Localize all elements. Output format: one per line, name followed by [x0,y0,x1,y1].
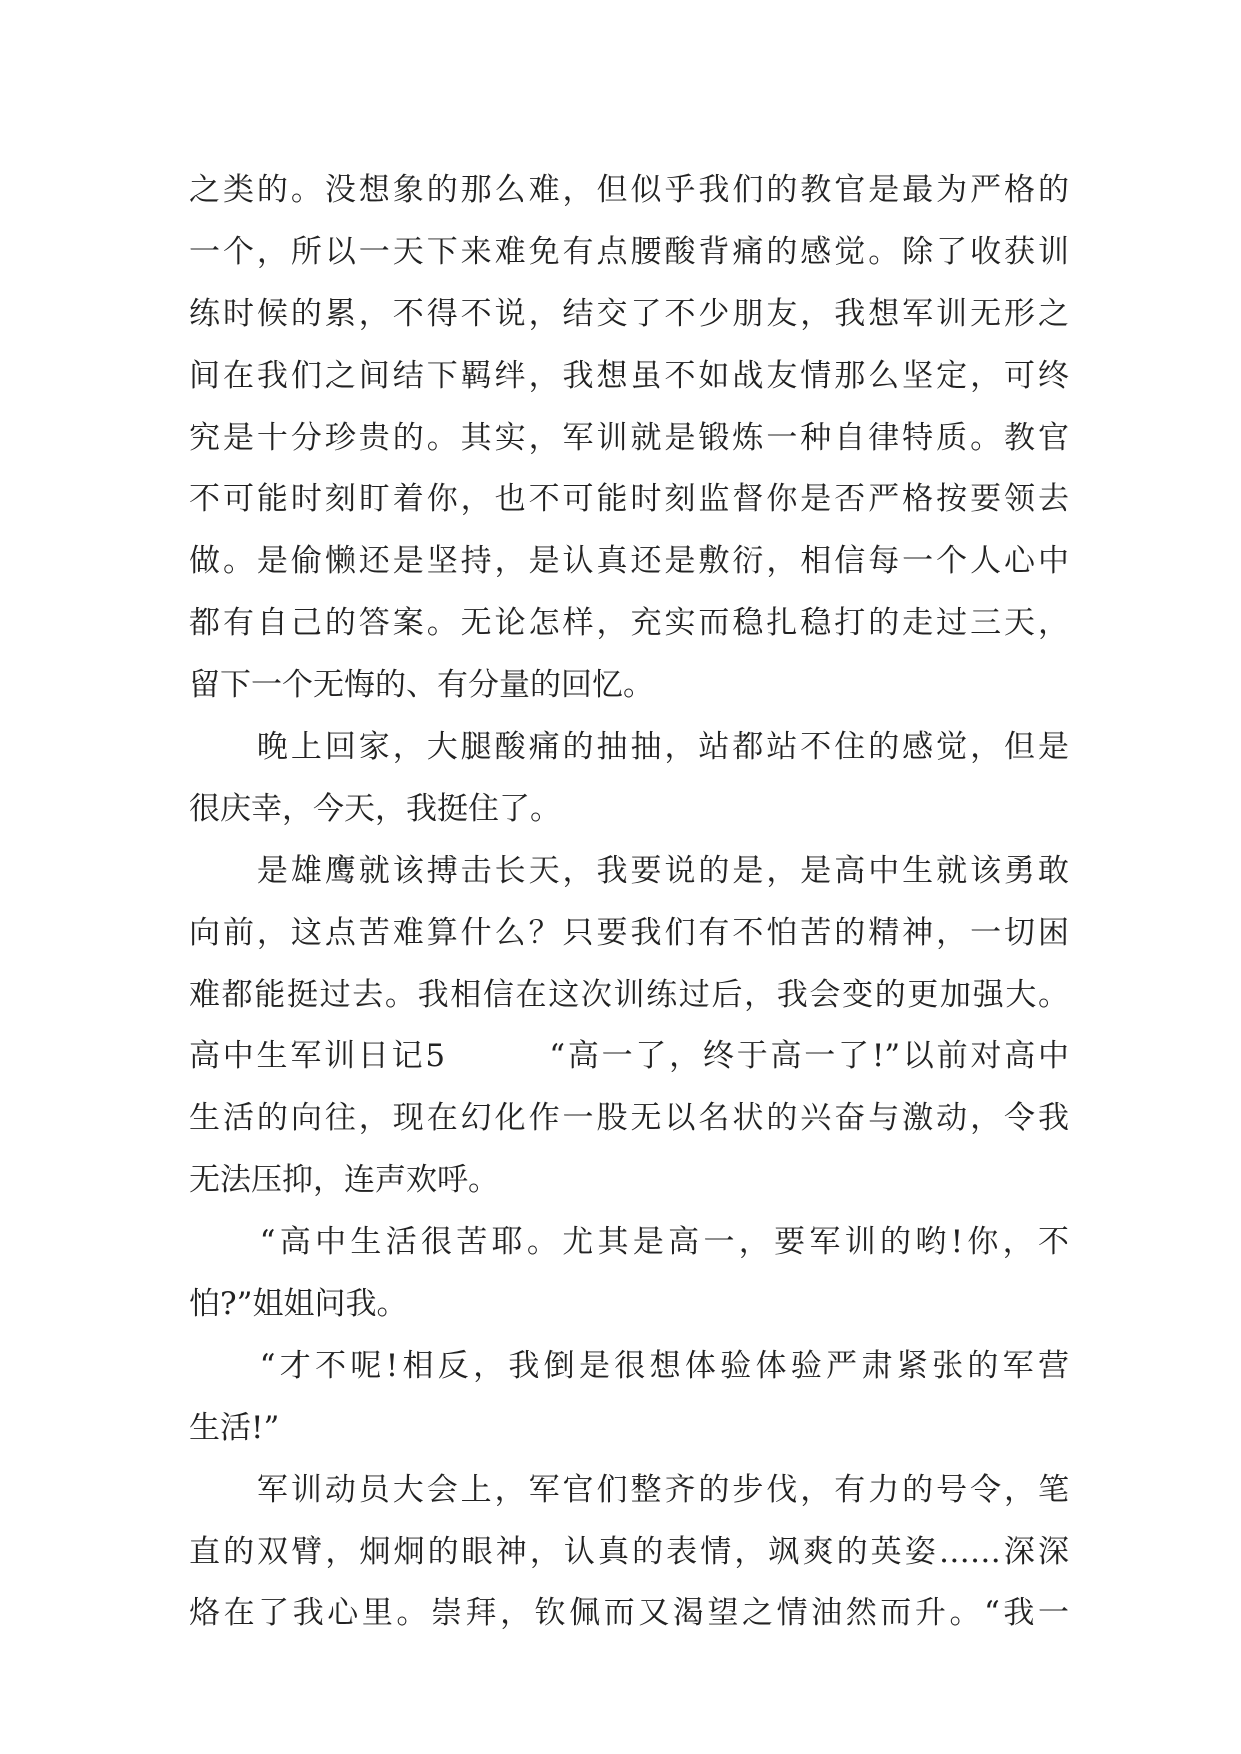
paragraph-first-line: 是雄鹰就该搏击长天，我要说的是，是高中生就该勇敢 [189,852,1069,889]
text-line: 直的双臂，炯炯的眼神，认真的表情，飒爽的英姿……深深 [189,1533,1069,1570]
paragraph-first-line: “高中生活很苦耶。尤其是高一，要军训的哟!你，不 [189,1224,1069,1261]
text-line: 高中生军训日记5 “高一了，终于高一了!”以前对高中 [189,1038,1069,1075]
text-line: 间在我们之间结下羁绊，我想虽不如战友情那么坚定，可终 [189,357,1069,394]
text-line: 究是十分珍贵的。其实，军训就是锻炼一种自律特质。教官 [189,419,1069,456]
paragraph-first-line: 晚上回家，大腿酸痛的抽抽，站都站不住的感觉，但是 [189,729,1069,766]
text-line: 生活的向往，现在幻化作一股无以名状的兴奋与激动，令我 [189,1100,1069,1137]
paragraph-first-line: “才不呢!相反，我倒是很想体验体验严肃紧张的军营 [189,1347,1069,1384]
text-line: 一个，所以一天下来难免有点腰酸背痛的感觉。除了收获训 [189,233,1069,270]
text-line: 烙在了我心里。崇拜，钦佩而又渴望之情油然而升。“我一 [189,1595,1069,1632]
text-line: 无法压抑，连声欢呼。 [189,1162,499,1199]
text-line: 向前，这点苦难算什么？只要我们有不怕苦的精神，一切困 [189,914,1069,951]
text-line: 练时候的累，不得不说，结交了不少朋友，我想军训无形之 [189,295,1069,332]
text-line: 怕?”姐姐问我。 [189,1286,408,1323]
text-line: 难都能挺过去。我相信在这次训练过后，我会变的更加强大。 [189,976,1069,1013]
text-line: 做。是偷懒还是坚持，是认真还是敷衍，相信每一个人心中 [189,543,1069,580]
text-line: 都有自己的答案。无论怎样，充实而稳扎稳打的走过三天， [189,605,1069,642]
text-line: 留下一个无悔的、有分量的回忆。 [189,667,654,704]
text-line: 不可能时刻盯着你，也不可能时刻监督你是否严格按要领去 [189,481,1069,518]
document-body [189,160,1069,1645]
text-line: 很庆幸，今天，我挺住了。 [189,790,561,827]
paragraph-first-line: 军训动员大会上，军官们整齐的步伐，有力的号令，笔 [189,1471,1069,1508]
text-line: 生活!” [189,1409,280,1446]
text-line: 之类的。没想象的那么难，但似乎我们的教官是最为严格的 [189,172,1069,208]
